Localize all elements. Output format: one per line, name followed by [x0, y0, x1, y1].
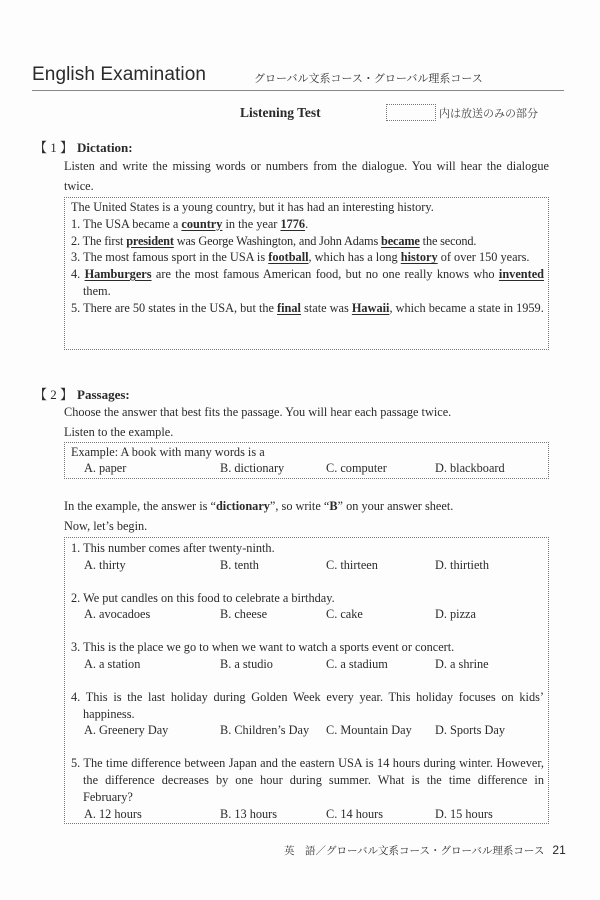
choice-c: C. 14 hours: [326, 806, 384, 821]
choice-b: B. Children’s Day: [220, 723, 310, 738]
answer-word: president: [126, 233, 174, 248]
choice-a: A. Greenery Day: [84, 723, 169, 738]
page-footer: [284, 843, 566, 858]
section2-title: Passages:: [77, 387, 130, 402]
choice-b: B. 13 hours: [220, 806, 278, 821]
section2-number: 【 2 】: [34, 387, 74, 402]
questions-box: [64, 537, 549, 824]
question-item: 2. We put candles on this food to celebrate a birthday. A. avocadoes B. cheese C. cake D. pizza: [71, 590, 476, 622]
choice-c: C. Mountain Day: [326, 723, 412, 738]
example-choices: [71, 460, 544, 476]
example-explanation: In the example, the answer is “dictionary”, so write “B” on your answer sheet.: [64, 499, 454, 513]
choice-b: B. cheese: [220, 607, 268, 622]
begin-text: Now, let’s begin.: [64, 519, 148, 533]
choice-c: C. a stadium: [326, 656, 388, 671]
course-subtitle: グローバル文系コース・グローバル理系コース: [254, 72, 483, 85]
choice-b: B. a studio: [220, 656, 273, 671]
choice-b: B. tenth: [220, 557, 259, 572]
choice-a: A. a station: [84, 656, 141, 671]
choice-a: A. paper: [84, 461, 127, 475]
choice-c: C. computer: [326, 461, 387, 475]
choice-d: D. Sports Day: [435, 723, 506, 738]
answer-word: final: [277, 300, 301, 315]
question-item: 1. This number comes after twenty-ninth. A. thirty B. tenth C. thirteen D. thirtieth: [71, 541, 489, 572]
answer-word: Hamburgers: [84, 267, 152, 282]
choice-c: C. thirteen: [326, 557, 378, 572]
dictation-box: [64, 197, 549, 350]
choice-d: D. 15 hours: [435, 806, 493, 821]
choice-d: D. thirtieth: [435, 557, 489, 572]
section1-instructions: Listen and write the missing words or numbers from the dialogue. You will hear the dialogue twice.: [64, 159, 549, 193]
choice-a: A. thirty: [84, 557, 126, 572]
question-item: 3. This is the place we go to when we want to watch a sports event or concert. A. a station B. a studio C. a stadium D. a shrine: [71, 640, 489, 671]
choice-c: C. cake: [326, 607, 363, 622]
dictation-item: 2. The first president was George Washington, and John Adams became the second.: [71, 233, 477, 248]
dictation-item: 1. The USA became a country in the year 1776.: [71, 216, 309, 231]
dictation-intro: The United States is a young country, but it has had an interesting history.: [71, 200, 434, 214]
legend-dotted-box: [386, 104, 436, 121]
choice-b: B. dictionary: [220, 461, 285, 475]
example-question: Example: A book with many words is a: [71, 445, 265, 459]
choice-a: A. 12 hours: [84, 806, 142, 821]
footer-text: 英 語／グローバル文系コース・グローバル理系コース: [284, 845, 545, 857]
choice-a: A. avocadoes: [84, 607, 151, 622]
question-item: 5. The time difference between Japan and the eastern USA is 14 hours during winter. However, the difference decreases by one hour during summer. What is the time difference in February? A. 12 hours B. 13 hours C. 14 hours D. 15 hours: [71, 756, 544, 821]
choice-d: D. a shrine: [435, 656, 489, 671]
page-number: 21: [552, 843, 566, 857]
answer-word: history: [400, 250, 438, 265]
question-item: 4. This is the last holiday during Golden Week every year. This holiday focuses on kids’ happiness. A. Greenery Day B. Children’s Day C. Mountain Day D. Sports Day: [71, 689, 544, 738]
answer-word: country: [181, 216, 223, 231]
test-title: Listening Test: [240, 105, 321, 120]
section2-heading: [34, 384, 130, 403]
choice-d: D. blackboard: [435, 461, 505, 475]
choice-d: D. pizza: [435, 607, 476, 622]
section1-number: 【 1 】: [34, 140, 74, 155]
dictation-item: 4. Hamburgers are the most famous American food, but no one really knows who invented them.: [71, 267, 545, 298]
exam-title: English Examination: [32, 64, 207, 85]
answer-word: 1776: [280, 216, 306, 231]
header-divider: [32, 90, 564, 91]
section1-title: Dictation:: [77, 140, 133, 155]
dictation-item: 3. The most famous sport in the USA is football, which has a long history of over 150 years.: [71, 250, 530, 265]
answer-word: Hawaii: [351, 300, 390, 315]
page-header: [32, 62, 568, 90]
example-box: [64, 442, 549, 479]
answer-word: football: [268, 250, 309, 265]
section2-instructions: Choose the answer that best fits the passage. You will hear each passage twice.: [64, 405, 452, 419]
section1-heading: [34, 137, 133, 156]
dictation-item: 5. There are 50 states in the USA, but the final state was Hawaii, which became a state in 1959.: [71, 300, 544, 315]
answer-word: invented: [498, 267, 545, 282]
listen-example-text: Listen to the example.: [64, 425, 174, 439]
answer-word: became: [381, 233, 420, 248]
legend-text: 内は放送のみの部分: [439, 107, 538, 120]
